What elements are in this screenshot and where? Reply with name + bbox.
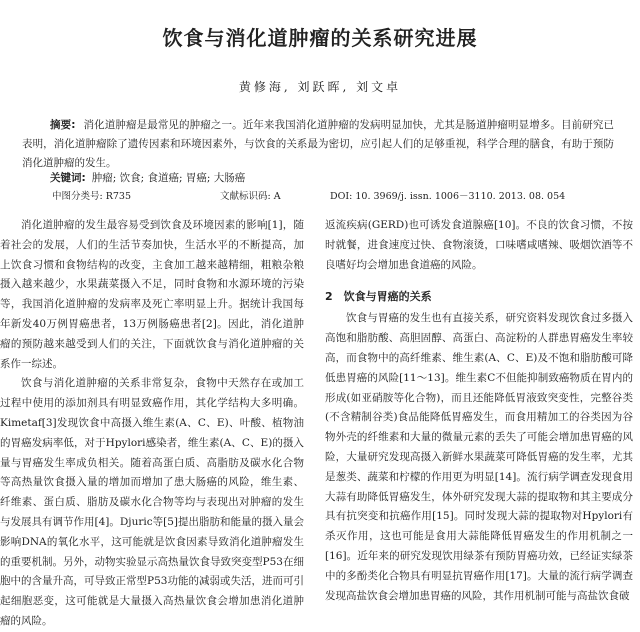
abstract-text: 消化道肿瘤是最常见的肿瘤之一。近年来我国消化道肿瘤的发病明显加快，尤其是肠道肿瘤明显增多。目前研究已表明，消化道肿瘤除了遗传因素和环境因素外，与饮食的关系最为密切，应引起人们的足够重视，科学合理的膳食，有助于预防消化道肿瘤的发生。: [22, 119, 614, 169]
doi: DOI: 10. 3969/j. issn. 1006－3110. 2013. 08. 054: [330, 191, 566, 202]
author-list: 黄修海, 刘跃晖, 刘文卓: [238, 80, 402, 94]
body-paragraph: 饮食与胃癌的发生也有直接关系，研究资料发现饮食过多摄入高饱和脂肪酸、高胆固醇、高蛋白、高淀粉的人群患胃癌发生率较高，而食物中的高纤维素、维生素(A、C、E)及不饱和脂肪酸可降低患胃癌的风险[11～13]。维生素C不但能抑制致癌物质在胃内的形成(如亚硝胺等化合物)，而且还能降低胃液致突变性，完整谷类(不含精制谷类)食品能降低胃癌发生，而食用精加工的谷类因为谷物外壳的纤维素和大量的微量元素的丢失了可能会增加患胃癌的风险，大量研究发现高摄入新鲜水果蔬菜可降低胃癌的发生率，尤其是葱类、蔬菜和柠檬的作用更为明显[14]。流行病学调查发现食用大蒜有助降低胃癌发生，体外研究发现大蒜的提取物和其主要成分具有抗突变和抗癌作用[15]。同时发现大蒜的提取物对Hpylori有杀灭作用，这也可能是食用大蒜能降低胃癌发生的作用机制之一[16]。近年来的研究发现饮用绿茶有预防胃癌功效，已经证实绿茶中的多酚类化合物具有明显抗胃癌作用[17]。大量的流行病学调查发现高盐饮食会增加患胃癌的风险，其作用机制可能与高盐饮食破: [325, 312, 633, 602]
keywords: [50, 170, 245, 185]
paper-title: 饮食与消化道肿瘤的关系研究进展: [162, 26, 478, 50]
document-code: 文献标识码: A: [220, 191, 281, 202]
abstract-label: 摘要:: [50, 119, 76, 131]
keywords-text: 肿瘤; 饮食; 食道癌; 胃癌; 大肠癌: [91, 172, 246, 184]
left-column: [0, 216, 304, 627]
body-paragraph: 饮食与消化道肿瘤的关系非常复杂，食物中天然存在或加工过程中使用的添加剂具有明显致癌作用，其化学结构大多明确。Kimetaf[3]发现饮食中高摄入维生素(A、C、E)、叶酸、植物油的胃癌发病率低，对于Hpylori感染者，维生素(A、C、E)的摄入量与胃癌发生率成负相关。随着高蛋白质、高脂肪及碳水化合物等高热量饮食摄入量的增加而增加了患大肠癌的风险，维生素、纤维素、蛋白质、脂肪及碳水化合物等均与表现出对肿瘤的发生与发展具有调节作用[4]。Djuric等[5]提出脂肪和能量的摄入量会影响DNA的氧化水平，这可能就是饮食因素导致消化道肿瘤发生的重要机制。另外，动物实验显示高热量饮食导致突变型P53在细胞中的含量升高，可导致正常型P53功能的减弱或失活，进而可引起细胞恶变，这可能就是大量摄入高热量饮食会增加患消化道肿瘤的风险。: [0, 377, 304, 627]
body-paragraph: 消化道肿瘤的发生最容易受到饮食及环境因素的影响[1]，随着社会的发展，人们的生活节奏加快，生活水平的不断提高，加上饮食习惯和食物结构的改变，主食加工越来越精细，粗粮杂粮摄入越来越少，水果蔬菜摄入不足，同时食物和水源环境的污染等，我国消化道肿瘤的发病率及死亡率明显上升。据统计我国每年新发40万例胃癌患者，13万例肠癌患者[2]。因此，消化道肿瘤的预防越来越受到人们的关注，下面就饮食与消化道肿瘤的关系作一综述。: [0, 219, 304, 370]
keywords-label: 关键词:: [50, 172, 86, 184]
right-column: [325, 216, 633, 602]
body-paragraph: 返流疾病(GERD)也可诱发食道腺癌[10]。不良的饮食习惯，不按时就餐，进食速度过快、食物滚烫，口味嗜咸嗜辣、吸烟饮酒等不良嗜好均会增加患食道癌的风险。: [325, 219, 633, 271]
abstract: [22, 116, 614, 173]
section-heading: 2 饮食与胃癌的关系: [325, 290, 432, 304]
clc-number: 中图分类号: R735: [52, 191, 132, 202]
